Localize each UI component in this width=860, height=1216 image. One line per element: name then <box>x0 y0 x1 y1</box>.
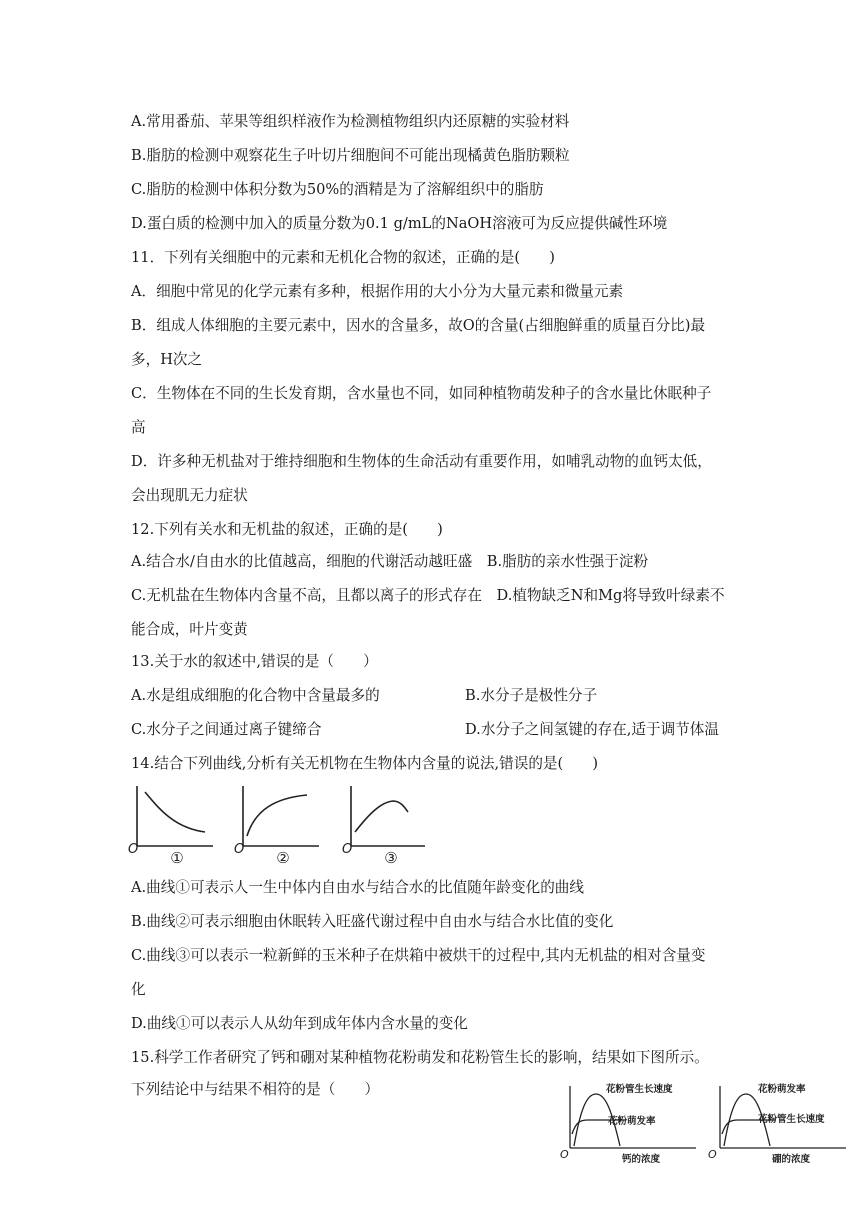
q14-stem: 14.结合下列曲线,分析有关无机物在生物体内含量的说法,错误的是( ) <box>131 755 599 772</box>
q13-option-b: B.水分子是极性分子 <box>465 687 598 704</box>
graph2-label: ② <box>276 849 290 867</box>
q11-option-b-line1: B．组成人体细胞的主要元素中，因水的含量多，故O的含量(占细胞鲜重的质量百分比)最 <box>131 317 706 334</box>
q12-options-cd-line2: 能合成，叶片变黄 <box>131 621 248 638</box>
graph3-curve <box>355 801 408 832</box>
q11-option-c-line2: 高 <box>131 419 146 436</box>
q13-row-cd <box>131 720 731 740</box>
q14-option-a: A.曲线①可表示人一生中体内自由水与结合水的比值随年龄变化的曲线 <box>131 879 584 896</box>
q14-option-b: B.曲线②可表示细胞由休眠转入旺盛代谢过程中自由水与结合水比值的变化 <box>131 913 614 930</box>
q10-option-d: D.蛋白质的检测中加入的质量分数为0.1 g/mL的NaOH溶液可为反应提供碱性环境 <box>131 215 668 232</box>
graph2-origin: O <box>234 842 245 857</box>
q15-stem-line2: 下列结论中与结果不相符的是（ ） <box>131 1081 380 1098</box>
boron-x-label: 硼的浓度 <box>772 1154 811 1165</box>
q12-options-cd-line1: C.无机盐在生物体内含量不高，且都以离子的形式存在 D.植物缺乏N和Mg将导致叶绿素不 <box>131 587 725 604</box>
q11-option-d-line2: 会出现肌无力症状 <box>131 487 248 504</box>
graph1-origin: O <box>128 842 139 857</box>
q13-option-a: A.水是组成细胞的化合物中含量最多的 <box>131 687 380 704</box>
q13-option-d: D.水分子之间氢键的存在,适于调节体温 <box>465 721 719 738</box>
q15-stem-line1: 15.科学工作者研究了钙和硼对某种植物花粉萌发和花粉管生长的影响，结果如下图所示。 <box>131 1049 709 1066</box>
q13-stem: 13.关于水的叙述中,错误的是（ ） <box>131 653 378 670</box>
calcium-origin: O <box>560 1148 569 1161</box>
q14-option-d: D.曲线①可以表示人从幼年到成年体内含水量的变化 <box>131 1015 468 1032</box>
q11-option-a: A．细胞中常见的化学元素有多种，根据作用的大小分为大量元素和微量元素 <box>131 283 624 300</box>
calcium-x-label: 钙的浓度 <box>622 1154 661 1165</box>
q12-options-ab: A.结合水/自由水的比值越高，细胞的代谢活动越旺盛 B.脂肪的亲水性强于淀粉 <box>131 553 649 570</box>
boron-flat-label: 花粉管生长速度 <box>758 1114 825 1125</box>
q11-option-b-line2: 多，H次之 <box>131 351 203 368</box>
graph3-origin: O <box>342 842 353 857</box>
graph3-label: ③ <box>384 849 398 867</box>
q15-boron-figure <box>706 1082 854 1168</box>
q10-option-c: C.脂肪的检测中体积分数为50%的酒精是为了溶解组织中的脂肪 <box>131 181 544 198</box>
q11-option-d-line1: D．许多种无机盐对于维持细胞和生物体的生命活动有重要作用，如哺乳动物的血钙太低， <box>131 453 712 470</box>
graph1-label: ① <box>170 849 184 867</box>
q13-option-c: C.水分子之间通过离子键缔合 <box>131 721 322 738</box>
q11-stem: 11．下列有关细胞中的元素和无机化合物的叙述，正确的是( ) <box>131 249 555 266</box>
q15-calcium-figure <box>560 1082 700 1168</box>
calcium-peak-label: 花粉管生长速度 <box>606 1084 673 1095</box>
q12-stem: 12.下列有关水和无机盐的叙述，正确的是( ) <box>131 521 443 538</box>
graph1-curve <box>145 792 205 832</box>
q11-option-c-line1: C．生物体在不同的生长发育期，含水量也不同，如同种植物萌发种子的含水量比休眠种子 <box>131 385 712 402</box>
calcium-flat-label: 花粉萌发率 <box>608 1116 656 1127</box>
q10-option-a: A.常用番茄、苹果等组织样液作为检测植物组织内还原糖的实验材料 <box>131 113 570 130</box>
q14-graphs-figure <box>125 780 425 868</box>
q10-option-b: B.脂肪的检测中观察花生子叶切片细胞间不可能出现橘黄色脂肪颗粒 <box>131 147 570 164</box>
boron-peak-label: 花粉萌发率 <box>758 1084 806 1095</box>
boron-origin: O <box>708 1148 717 1161</box>
graph2-curve <box>247 795 307 836</box>
q14-option-c-line1: C.曲线③可以表示一粒新鲜的玉米种子在烘箱中被烘干的过程中,其内无机盐的相对含量变 <box>131 947 706 964</box>
q13-row-ab <box>131 686 731 706</box>
q14-option-c-line2: 化 <box>131 981 146 998</box>
